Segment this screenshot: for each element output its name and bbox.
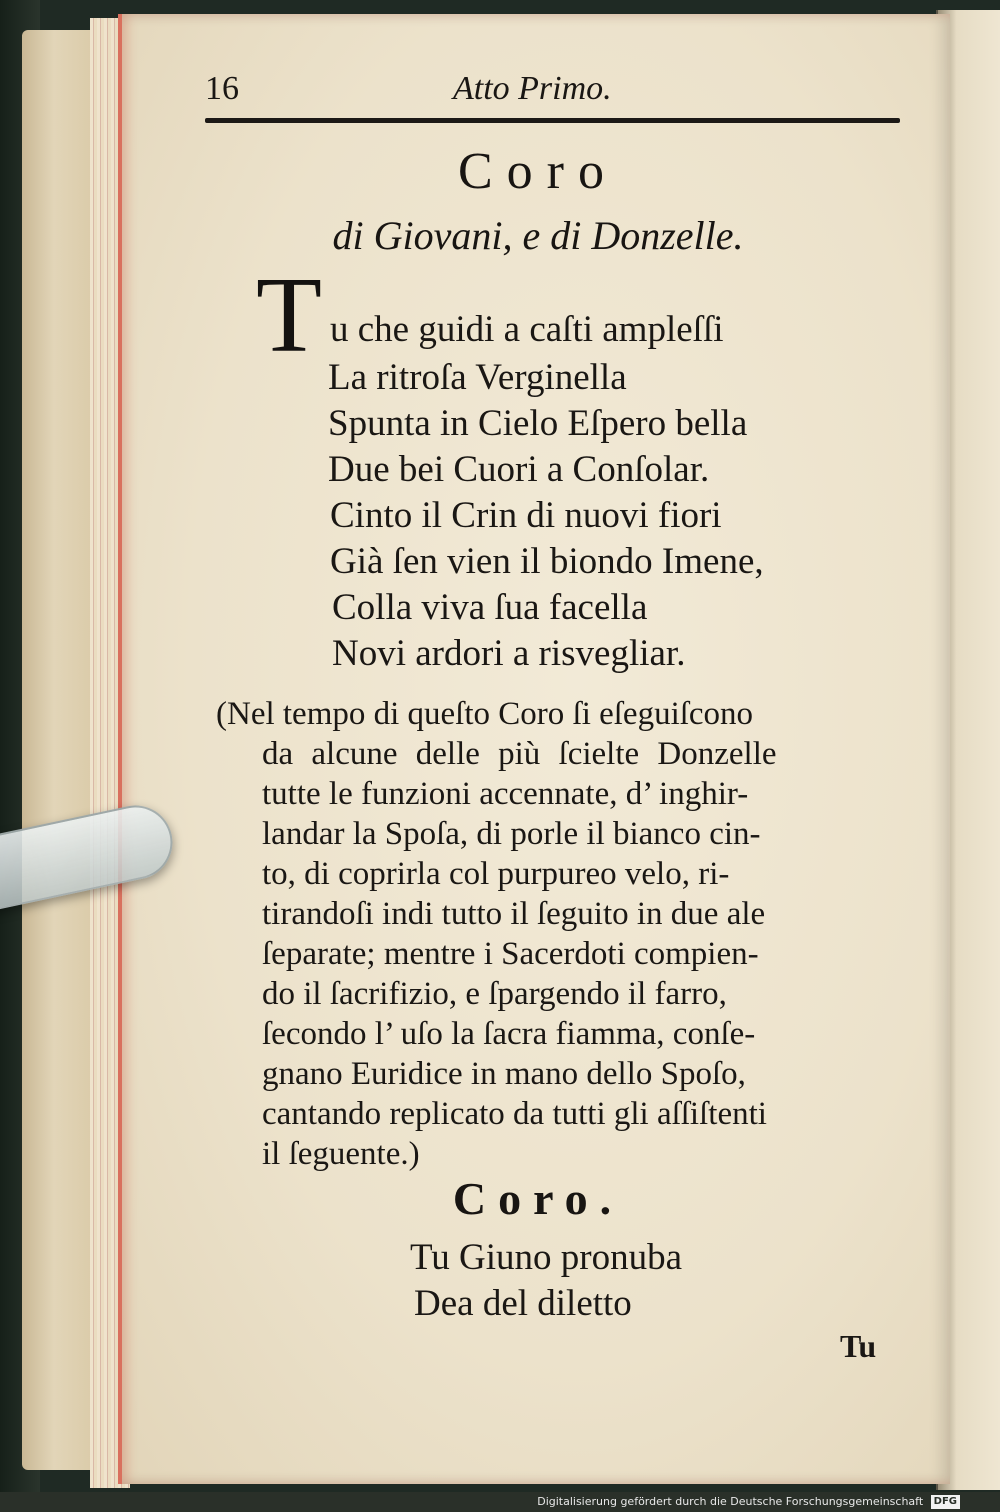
stage-line: gnano Euridice in mano dello Spoſo, (262, 1056, 746, 1092)
stage-line: tutte le funzioni accennate, d’ inghir- (262, 776, 749, 812)
verse-line: Due bei Cuori a Conſolar. (328, 449, 710, 490)
stage-line: to, di coprirla col purpureo velo, ri- (262, 856, 730, 892)
stage-line: do il ſacrifizio, e ſpargendo il farro, (262, 976, 727, 1012)
catchword: Tu (840, 1328, 877, 1364)
stage-line: cantando replicato da tutti gli aſſiſtenti (262, 1096, 767, 1132)
chorus-subtitle: di Giovani, e di Donzelle. (332, 213, 744, 258)
footer-credit: Digitalisierung gefördert durch die Deutsche Forschungsgemeinschaft (537, 1495, 924, 1508)
stage-line: tirandoſi indi tutto il ſeguito in due ale (262, 896, 766, 932)
running-head: Atto Primo. (453, 70, 612, 107)
page-number: 16 (205, 70, 239, 107)
chorus2-line: Tu Giuno pronuba (410, 1237, 683, 1278)
dfg-logo-icon: DFG (931, 1495, 960, 1509)
stage-line: ſeparate; mentre i Sacerdoti compien- (262, 936, 759, 972)
verse-line: Spunta in Cielo Eſpero bella (328, 403, 748, 444)
verse-line: Già ſen vien il biondo Imene, (330, 541, 764, 582)
stage-line: ſecondo l’ uſo la ſacra fiamma, conſe- (262, 1016, 756, 1052)
stage-line: landar la Spoſa, di porle il bianco cin- (262, 816, 761, 852)
page-header (205, 70, 900, 110)
verse-line: La ritroſa Verginella (328, 357, 627, 398)
verse-line: Novi ardori a risvegliar. (332, 633, 686, 674)
digitization-footer (0, 1492, 1000, 1512)
verse-line: u che guidi a caſti ampleſſi (330, 309, 724, 350)
stage-line: il ſeguente.) (262, 1136, 420, 1172)
chorus2-line: Dea del diletto (414, 1283, 632, 1324)
verse-line: Cinto il Crin di nuovi fiori (330, 495, 722, 536)
stage-line: (Nel tempo di queſto Coro ſi eſeguiſcono (216, 696, 754, 732)
stage-line: da alcune delle più ſcielte Donzelle (262, 736, 777, 772)
chorus2-title: Coro. (452, 1173, 624, 1224)
drop-cap: T (256, 256, 322, 375)
verse-line: Colla viva ſua facella (332, 587, 648, 628)
header-rule (205, 118, 900, 123)
chorus-title: Coro (458, 143, 618, 200)
